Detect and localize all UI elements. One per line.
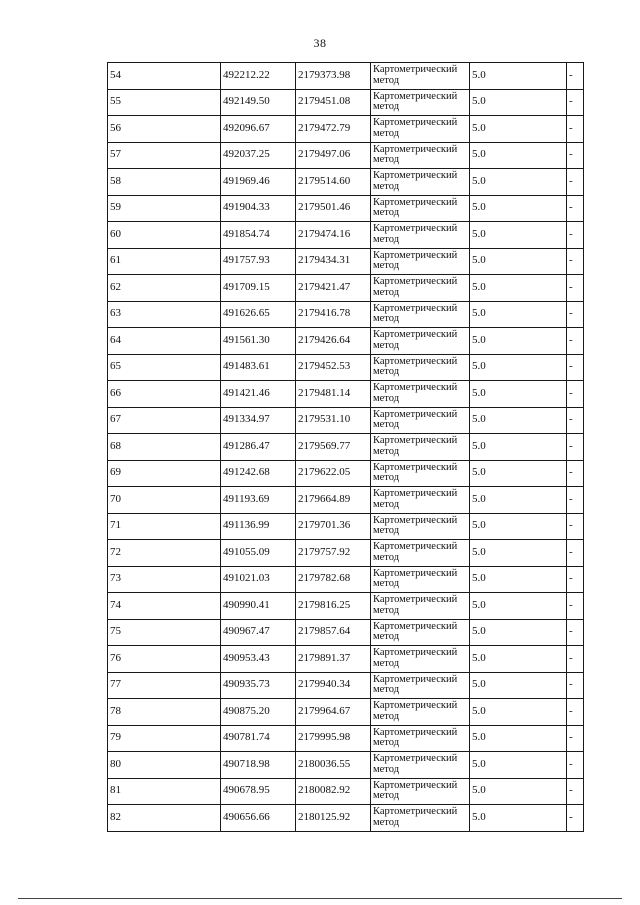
- x-coordinate-cell: 491421.46: [221, 381, 296, 408]
- method-line-1: Картометрический: [373, 806, 458, 818]
- x-coordinate-cell: 491334.97: [221, 407, 296, 434]
- accuracy-cell: 5.0: [470, 116, 567, 143]
- method-line-1: Картометрический: [373, 620, 458, 632]
- table-row: [108, 142, 584, 169]
- point-number-cell: 81: [108, 778, 221, 805]
- method-line-2: метод: [373, 339, 400, 351]
- table-row: [108, 301, 584, 328]
- table-row: [108, 407, 584, 434]
- x-coordinate-cell: 492037.25: [221, 142, 296, 169]
- method-cell: [371, 222, 470, 249]
- method-line-1: Картометрический: [373, 329, 458, 341]
- point-number-cell: 79: [108, 725, 221, 752]
- note-cell: -: [567, 513, 584, 540]
- point-number-cell: 80: [108, 752, 221, 779]
- note-cell: -: [567, 540, 584, 567]
- note-cell: -: [567, 752, 584, 779]
- accuracy-cell: 5.0: [470, 248, 567, 275]
- point-number-cell: 65: [108, 354, 221, 381]
- method-line-1: Картометрический: [373, 170, 458, 182]
- method-line-1: Картометрический: [373, 249, 458, 261]
- point-number-cell: 75: [108, 619, 221, 646]
- table-row: [108, 354, 584, 381]
- note-cell: -: [567, 301, 584, 328]
- method-line-2: метод: [373, 207, 400, 219]
- method-line-2: метод: [373, 154, 400, 166]
- point-number-cell: 57: [108, 142, 221, 169]
- note-cell: -: [567, 699, 584, 726]
- method-line-2: метод: [373, 604, 400, 616]
- x-coordinate-cell: 490718.98: [221, 752, 296, 779]
- note-cell: -: [567, 407, 584, 434]
- method-line-2: метод: [373, 472, 400, 484]
- method-cell: [371, 381, 470, 408]
- point-number-cell: 55: [108, 89, 221, 116]
- method-line-2: метод: [373, 260, 400, 272]
- accuracy-cell: 5.0: [470, 407, 567, 434]
- method-line-2: метод: [373, 233, 400, 245]
- note-cell: -: [567, 646, 584, 673]
- method-line-2: метод: [373, 684, 400, 696]
- note-cell: -: [567, 63, 584, 90]
- y-coordinate-cell: 2179701.36: [296, 513, 371, 540]
- method-line-2: метод: [373, 816, 400, 828]
- method-cell: [371, 169, 470, 196]
- note-cell: -: [567, 142, 584, 169]
- table-row: [108, 434, 584, 461]
- method-cell: [371, 142, 470, 169]
- point-number-cell: 77: [108, 672, 221, 699]
- note-cell: -: [567, 195, 584, 222]
- table-row: [108, 540, 584, 567]
- x-coordinate-cell: 492212.22: [221, 63, 296, 90]
- accuracy-cell: 5.0: [470, 699, 567, 726]
- method-line-2: метод: [373, 419, 400, 431]
- method-line-1: Картометрический: [373, 90, 458, 102]
- table-row: [108, 513, 584, 540]
- x-coordinate-cell: 491757.93: [221, 248, 296, 275]
- method-line-2: метод: [373, 710, 400, 722]
- note-cell: -: [567, 619, 584, 646]
- method-line-1: Картометрический: [373, 143, 458, 155]
- method-line-1: Картометрический: [373, 276, 458, 288]
- note-cell: -: [567, 460, 584, 487]
- table-row: [108, 646, 584, 673]
- y-coordinate-cell: 2179891.37: [296, 646, 371, 673]
- note-cell: -: [567, 487, 584, 514]
- method-line-1: Картометрический: [373, 779, 458, 791]
- table-row: [108, 725, 584, 752]
- y-coordinate-cell: 2179474.16: [296, 222, 371, 249]
- point-number-cell: 76: [108, 646, 221, 673]
- point-number-cell: 74: [108, 593, 221, 620]
- method-line-1: Картометрический: [373, 64, 458, 76]
- y-coordinate-cell: 2179857.64: [296, 619, 371, 646]
- note-cell: -: [567, 248, 584, 275]
- accuracy-cell: 5.0: [470, 593, 567, 620]
- x-coordinate-cell: 491286.47: [221, 434, 296, 461]
- accuracy-cell: 5.0: [470, 487, 567, 514]
- bottom-divider: [18, 898, 622, 899]
- y-coordinate-cell: 2179569.77: [296, 434, 371, 461]
- x-coordinate-cell: 491055.09: [221, 540, 296, 567]
- x-coordinate-cell: 490875.20: [221, 699, 296, 726]
- accuracy-cell: 5.0: [470, 275, 567, 302]
- x-coordinate-cell: 490990.41: [221, 593, 296, 620]
- accuracy-cell: 5.0: [470, 381, 567, 408]
- y-coordinate-cell: 2179472.79: [296, 116, 371, 143]
- table-row: [108, 619, 584, 646]
- y-coordinate-cell: 2179416.78: [296, 301, 371, 328]
- method-line-1: Картометрический: [373, 435, 458, 447]
- note-cell: -: [567, 89, 584, 116]
- method-cell: [371, 63, 470, 90]
- method-cell: [371, 672, 470, 699]
- method-line-1: Картометрический: [373, 355, 458, 367]
- x-coordinate-cell: 491561.30: [221, 328, 296, 355]
- method-line-2: метод: [373, 631, 400, 643]
- method-cell: [371, 328, 470, 355]
- accuracy-cell: 5.0: [470, 301, 567, 328]
- method-cell: [371, 275, 470, 302]
- accuracy-cell: 5.0: [470, 540, 567, 567]
- y-coordinate-cell: 2180082.92: [296, 778, 371, 805]
- method-line-1: Картометрический: [373, 488, 458, 500]
- point-number-cell: 70: [108, 487, 221, 514]
- table-row: [108, 778, 584, 805]
- method-line-2: метод: [373, 313, 400, 325]
- method-cell: [371, 566, 470, 593]
- y-coordinate-cell: 2179664.89: [296, 487, 371, 514]
- accuracy-cell: 5.0: [470, 195, 567, 222]
- table-row: [108, 460, 584, 487]
- method-cell: [371, 778, 470, 805]
- method-line-2: метод: [373, 445, 400, 457]
- method-cell: [371, 513, 470, 540]
- method-line-2: метод: [373, 74, 400, 86]
- table-row: [108, 805, 584, 832]
- method-line-1: Картометрический: [373, 753, 458, 765]
- y-coordinate-cell: 2180125.92: [296, 805, 371, 832]
- table-row: [108, 752, 584, 779]
- table-row: [108, 672, 584, 699]
- table-row: [108, 699, 584, 726]
- y-coordinate-cell: 2179421.47: [296, 275, 371, 302]
- note-cell: -: [567, 275, 584, 302]
- point-number-cell: 61: [108, 248, 221, 275]
- method-line-2: метод: [373, 498, 400, 510]
- point-number-cell: 71: [108, 513, 221, 540]
- method-line-1: Картометрический: [373, 382, 458, 394]
- point-number-cell: 58: [108, 169, 221, 196]
- method-cell: [371, 354, 470, 381]
- point-number-cell: 62: [108, 275, 221, 302]
- x-coordinate-cell: 490967.47: [221, 619, 296, 646]
- method-line-1: Картометрический: [373, 700, 458, 712]
- accuracy-cell: 5.0: [470, 89, 567, 116]
- x-coordinate-cell: 490656.66: [221, 805, 296, 832]
- accuracy-cell: 5.0: [470, 805, 567, 832]
- accuracy-cell: 5.0: [470, 646, 567, 673]
- x-coordinate-cell: 491242.68: [221, 460, 296, 487]
- method-line-1: Картометрический: [373, 302, 458, 314]
- method-line-2: метод: [373, 101, 400, 113]
- note-cell: -: [567, 354, 584, 381]
- note-cell: -: [567, 328, 584, 355]
- table-row: [108, 381, 584, 408]
- note-cell: -: [567, 169, 584, 196]
- point-number-cell: 60: [108, 222, 221, 249]
- method-line-1: Картометрический: [373, 673, 458, 685]
- method-line-1: Картометрический: [373, 647, 458, 659]
- table-row: [108, 487, 584, 514]
- x-coordinate-cell: 490935.73: [221, 672, 296, 699]
- accuracy-cell: 5.0: [470, 63, 567, 90]
- note-cell: -: [567, 805, 584, 832]
- method-line-2: метод: [373, 657, 400, 669]
- accuracy-cell: 5.0: [470, 434, 567, 461]
- accuracy-cell: 5.0: [470, 778, 567, 805]
- x-coordinate-cell: 491021.03: [221, 566, 296, 593]
- method-line-2: метод: [373, 127, 400, 139]
- accuracy-cell: 5.0: [470, 566, 567, 593]
- table-row: [108, 169, 584, 196]
- y-coordinate-cell: 2179816.25: [296, 593, 371, 620]
- method-line-2: метод: [373, 366, 400, 378]
- y-coordinate-cell: 2179452.53: [296, 354, 371, 381]
- method-cell: [371, 805, 470, 832]
- point-number-cell: 82: [108, 805, 221, 832]
- method-line-2: метод: [373, 737, 400, 749]
- table-row: [108, 593, 584, 620]
- method-cell: [371, 195, 470, 222]
- method-line-1: Картометрический: [373, 567, 458, 579]
- method-cell: [371, 89, 470, 116]
- y-coordinate-cell: 2179964.67: [296, 699, 371, 726]
- method-cell: [371, 301, 470, 328]
- table-body: [108, 63, 584, 832]
- accuracy-cell: 5.0: [470, 354, 567, 381]
- x-coordinate-cell: 490953.43: [221, 646, 296, 673]
- note-cell: -: [567, 593, 584, 620]
- accuracy-cell: 5.0: [470, 752, 567, 779]
- note-cell: -: [567, 672, 584, 699]
- method-cell: [371, 699, 470, 726]
- accuracy-cell: 5.0: [470, 725, 567, 752]
- method-line-2: метод: [373, 790, 400, 802]
- x-coordinate-cell: 491193.69: [221, 487, 296, 514]
- coordinates-table: [107, 62, 584, 832]
- point-number-cell: 56: [108, 116, 221, 143]
- y-coordinate-cell: 2179451.08: [296, 89, 371, 116]
- y-coordinate-cell: 2179995.98: [296, 725, 371, 752]
- y-coordinate-cell: 2179940.34: [296, 672, 371, 699]
- table-row: [108, 63, 584, 90]
- table-row: [108, 89, 584, 116]
- method-line-1: Картометрический: [373, 594, 458, 606]
- accuracy-cell: 5.0: [470, 513, 567, 540]
- table-row: [108, 248, 584, 275]
- note-cell: -: [567, 434, 584, 461]
- method-line-2: метод: [373, 763, 400, 775]
- method-cell: [371, 248, 470, 275]
- method-line-2: метод: [373, 180, 400, 192]
- x-coordinate-cell: 491969.46: [221, 169, 296, 196]
- y-coordinate-cell: 2180036.55: [296, 752, 371, 779]
- method-line-1: Картометрический: [373, 514, 458, 526]
- y-coordinate-cell: 2179481.14: [296, 381, 371, 408]
- method-line-2: метод: [373, 525, 400, 537]
- table-row: [108, 195, 584, 222]
- table-row: [108, 222, 584, 249]
- x-coordinate-cell: 492149.50: [221, 89, 296, 116]
- method-cell: [371, 752, 470, 779]
- method-line-2: метод: [373, 392, 400, 404]
- method-line-1: Картометрический: [373, 541, 458, 553]
- method-line-1: Картометрический: [373, 461, 458, 473]
- method-line-1: Картометрический: [373, 196, 458, 208]
- method-cell: [371, 487, 470, 514]
- y-coordinate-cell: 2179757.92: [296, 540, 371, 567]
- method-cell: [371, 116, 470, 143]
- method-cell: [371, 540, 470, 567]
- accuracy-cell: 5.0: [470, 328, 567, 355]
- point-number-cell: 54: [108, 63, 221, 90]
- note-cell: -: [567, 222, 584, 249]
- table-row: [108, 566, 584, 593]
- method-line-1: Картометрический: [373, 117, 458, 129]
- point-number-cell: 66: [108, 381, 221, 408]
- accuracy-cell: 5.0: [470, 460, 567, 487]
- x-coordinate-cell: 491854.74: [221, 222, 296, 249]
- y-coordinate-cell: 2179782.68: [296, 566, 371, 593]
- page-number: 38: [313, 36, 327, 50]
- y-coordinate-cell: 2179434.31: [296, 248, 371, 275]
- accuracy-cell: 5.0: [470, 142, 567, 169]
- method-cell: [371, 593, 470, 620]
- accuracy-cell: 5.0: [470, 672, 567, 699]
- accuracy-cell: 5.0: [470, 619, 567, 646]
- y-coordinate-cell: 2179531.10: [296, 407, 371, 434]
- method-cell: [371, 646, 470, 673]
- method-cell: [371, 434, 470, 461]
- method-line-2: метод: [373, 551, 400, 563]
- method-cell: [371, 725, 470, 752]
- x-coordinate-cell: 492096.67: [221, 116, 296, 143]
- x-coordinate-cell: 490781.74: [221, 725, 296, 752]
- x-coordinate-cell: 491904.33: [221, 195, 296, 222]
- x-coordinate-cell: 491483.61: [221, 354, 296, 381]
- point-number-cell: 59: [108, 195, 221, 222]
- y-coordinate-cell: 2179501.46: [296, 195, 371, 222]
- point-number-cell: 73: [108, 566, 221, 593]
- point-number-cell: 68: [108, 434, 221, 461]
- note-cell: -: [567, 381, 584, 408]
- y-coordinate-cell: 2179426.64: [296, 328, 371, 355]
- table-row: [108, 275, 584, 302]
- table-row: [108, 116, 584, 143]
- method-cell: [371, 619, 470, 646]
- point-number-cell: 63: [108, 301, 221, 328]
- point-number-cell: 72: [108, 540, 221, 567]
- accuracy-cell: 5.0: [470, 222, 567, 249]
- y-coordinate-cell: 2179514.60: [296, 169, 371, 196]
- x-coordinate-cell: 491709.15: [221, 275, 296, 302]
- x-coordinate-cell: 491626.65: [221, 301, 296, 328]
- method-line-2: метод: [373, 286, 400, 298]
- note-cell: -: [567, 778, 584, 805]
- point-number-cell: 67: [108, 407, 221, 434]
- table-row: [108, 328, 584, 355]
- note-cell: -: [567, 725, 584, 752]
- method-line-1: Картометрический: [373, 408, 458, 420]
- method-cell: [371, 460, 470, 487]
- note-cell: -: [567, 566, 584, 593]
- y-coordinate-cell: 2179622.05: [296, 460, 371, 487]
- method-cell: [371, 407, 470, 434]
- point-number-cell: 64: [108, 328, 221, 355]
- x-coordinate-cell: 491136.99: [221, 513, 296, 540]
- method-line-2: метод: [373, 578, 400, 590]
- y-coordinate-cell: 2179497.06: [296, 142, 371, 169]
- point-number-cell: 78: [108, 699, 221, 726]
- note-cell: -: [567, 116, 584, 143]
- method-line-1: Картометрический: [373, 223, 458, 235]
- accuracy-cell: 5.0: [470, 169, 567, 196]
- method-line-1: Картометрический: [373, 726, 458, 738]
- point-number-cell: 69: [108, 460, 221, 487]
- y-coordinate-cell: 2179373.98: [296, 63, 371, 90]
- x-coordinate-cell: 490678.95: [221, 778, 296, 805]
